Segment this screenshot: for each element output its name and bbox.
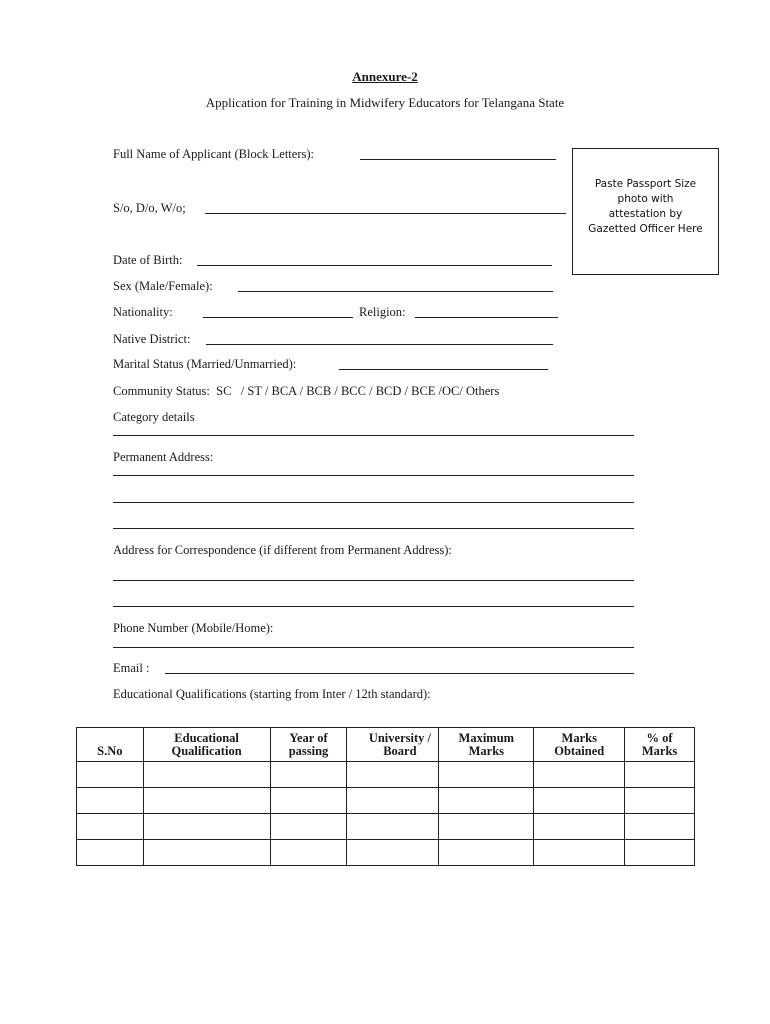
document-subtitle: Application for Training in Midwifery Educators for Telangana State bbox=[205, 95, 565, 110]
passport-photo-box bbox=[572, 148, 719, 275]
relation-label: S/o, D/o, W/o; bbox=[113, 201, 186, 215]
dob-label: Date of Birth: bbox=[113, 253, 183, 267]
permanent-address-label: Permanent Address: bbox=[113, 450, 214, 464]
marital-status-field[interactable] bbox=[339, 369, 548, 370]
table-cell[interactable] bbox=[439, 814, 534, 840]
community-status-label: Community Status: SC / ST / BCA / BCB / BCC / BCD / BCE /OC/ Others bbox=[113, 384, 500, 398]
phone-field[interactable] bbox=[113, 647, 634, 648]
nationality-field[interactable] bbox=[203, 317, 353, 318]
table-cell[interactable] bbox=[625, 814, 695, 840]
table-cell[interactable] bbox=[143, 840, 270, 866]
table-cell[interactable] bbox=[439, 762, 534, 788]
native-district-label: Native District: bbox=[113, 332, 191, 346]
header-educational-qualification: Educational Qualification bbox=[143, 728, 270, 762]
table-cell[interactable] bbox=[534, 788, 625, 814]
table-cell[interactable] bbox=[270, 788, 347, 814]
header-sno: S.No bbox=[77, 728, 144, 762]
full-name-label: Full Name of Applicant (Block Letters): bbox=[113, 147, 314, 161]
category-field[interactable] bbox=[113, 435, 634, 436]
permanent-address-line-2[interactable] bbox=[113, 502, 634, 503]
correspondence-address-line-1[interactable] bbox=[113, 580, 634, 581]
sex-field[interactable] bbox=[238, 291, 553, 292]
religion-label: Religion: bbox=[359, 305, 406, 319]
header-maximum-marks: Maximum Marks bbox=[439, 728, 534, 762]
phone-label: Phone Number (Mobile/Home): bbox=[113, 621, 274, 635]
table-cell[interactable] bbox=[534, 762, 625, 788]
photo-instruction-text: Paste Passport Size photo with attestation by Gazetted Officer Here bbox=[588, 177, 703, 235]
education-label: Educational Qualifications (starting from Inter / 12th standard): bbox=[113, 687, 431, 701]
table-cell[interactable] bbox=[270, 762, 347, 788]
table-cell[interactable] bbox=[439, 840, 534, 866]
correspondence-address-line-2[interactable] bbox=[113, 606, 634, 607]
table-cell[interactable] bbox=[77, 762, 144, 788]
header-year-of-passing: Year of passing bbox=[270, 728, 347, 762]
education-table bbox=[76, 727, 695, 866]
table-cell[interactable] bbox=[143, 788, 270, 814]
permanent-address-line-3[interactable] bbox=[113, 528, 634, 529]
religion-field[interactable] bbox=[415, 317, 558, 318]
header-marks-obtained: Marks Obtained bbox=[534, 728, 625, 762]
table-cell[interactable] bbox=[534, 814, 625, 840]
nationality-label: Nationality: bbox=[113, 305, 173, 319]
table-cell[interactable] bbox=[270, 840, 347, 866]
table-cell[interactable] bbox=[143, 814, 270, 840]
table-cell[interactable] bbox=[625, 840, 695, 866]
category-label: Category details bbox=[113, 410, 195, 424]
table-row bbox=[77, 814, 695, 840]
table-row bbox=[77, 788, 695, 814]
education-table-header-row bbox=[77, 728, 695, 762]
header-percent-of-marks: % of Marks bbox=[625, 728, 695, 762]
table-cell[interactable] bbox=[347, 840, 439, 866]
table-cell[interactable] bbox=[439, 788, 534, 814]
table-cell[interactable] bbox=[347, 814, 439, 840]
table-cell[interactable] bbox=[270, 814, 347, 840]
table-cell[interactable] bbox=[347, 788, 439, 814]
header-university-board: University / Board bbox=[347, 728, 439, 762]
email-field[interactable] bbox=[165, 673, 634, 674]
table-cell[interactable] bbox=[625, 788, 695, 814]
table-row bbox=[77, 762, 695, 788]
sex-label: Sex (Male/Female): bbox=[113, 279, 213, 293]
dob-field[interactable] bbox=[197, 265, 552, 266]
permanent-address-line-1[interactable] bbox=[113, 475, 634, 476]
correspondence-address-label: Address for Correspondence (if different from Permanent Address): bbox=[113, 543, 452, 557]
relation-field[interactable] bbox=[205, 213, 566, 214]
document-title bbox=[0, 69, 770, 85]
full-name-field[interactable] bbox=[360, 159, 556, 160]
table-cell[interactable] bbox=[77, 814, 144, 840]
table-cell[interactable] bbox=[625, 762, 695, 788]
table-cell[interactable] bbox=[77, 840, 144, 866]
native-district-field[interactable] bbox=[206, 344, 553, 345]
annexure-title: Annexure-2 bbox=[352, 69, 418, 84]
email-label: Email : bbox=[113, 661, 150, 675]
table-cell[interactable] bbox=[534, 840, 625, 866]
table-cell[interactable] bbox=[347, 762, 439, 788]
table-cell[interactable] bbox=[77, 788, 144, 814]
marital-status-label: Marital Status (Married/Unmarried): bbox=[113, 357, 297, 371]
table-row bbox=[77, 840, 695, 866]
table-cell[interactable] bbox=[143, 762, 270, 788]
